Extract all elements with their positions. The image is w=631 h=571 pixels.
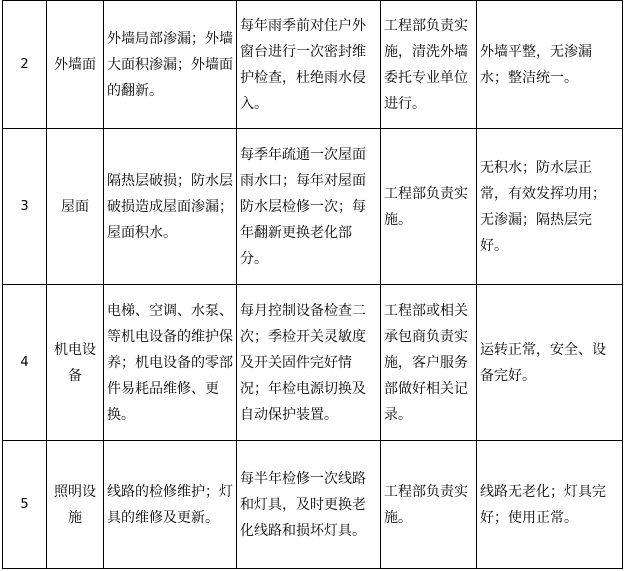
row-number: 5 [3,441,47,569]
standard-cell: 外墙平整，无渗漏水；整洁统一。 [477,1,623,129]
problem-cell: 隔热层破损；防水层破损造成屋面渗漏；屋面积水。 [104,129,237,285]
problem-cell: 线路的检修维护；灯具的维修及更新。 [104,441,237,569]
row-number: 3 [3,129,47,285]
item-name: 屋面 [47,129,104,285]
table-row [3,1,623,129]
table-row [3,441,623,569]
problem-cell: 外墙局部渗漏；外墙大面积渗漏；外墙面的翻新。 [104,1,237,129]
measure-cell: 每季年疏通一次屋面雨水口；每年对屋面防水层检修一次；每年翻新更换老化部分。 [237,129,381,285]
measure-cell: 每月控制设备检查二次；季检开关灵敏度及开关固件完好情况；年检电源切换及自动保护装置。 [237,285,381,441]
responsible-cell: 工程部或相关承包商负责实施，客户服务部做好相关记录。 [381,285,477,441]
measure-cell: 每半年检修一次线路和灯具，及时更换老化线路和损坏灯具。 [237,441,381,569]
standard-cell: 运转正常，安全、设备完好。 [477,285,623,441]
table-row [3,285,623,441]
item-name: 外墙面 [47,1,104,129]
item-name: 机电设备 [47,285,104,441]
problem-cell: 电梯、空调、水泵、等机电设备的维护保养；机电设备的零部件易耗品维修、更换。 [104,285,237,441]
responsible-cell: 工程部负责实施。 [381,129,477,285]
row-number: 4 [3,285,47,441]
maintenance-table [2,0,623,569]
responsible-cell: 工程部负责实施。 [381,441,477,569]
table-row [3,129,623,285]
standard-cell: 线路无老化；灯具完好；使用正常。 [477,441,623,569]
row-number: 2 [3,1,47,129]
item-name: 照明设施 [47,441,104,569]
measure-cell: 每年雨季前对住户外窗台进行一次密封维护检查，杜绝雨水侵入。 [237,1,381,129]
responsible-cell: 工程部负责实施，清洗外墙委托专业单位进行。 [381,1,477,129]
standard-cell: 无积水；防水层正常，有效发挥功用；无渗漏；隔热层完好。 [477,129,623,285]
